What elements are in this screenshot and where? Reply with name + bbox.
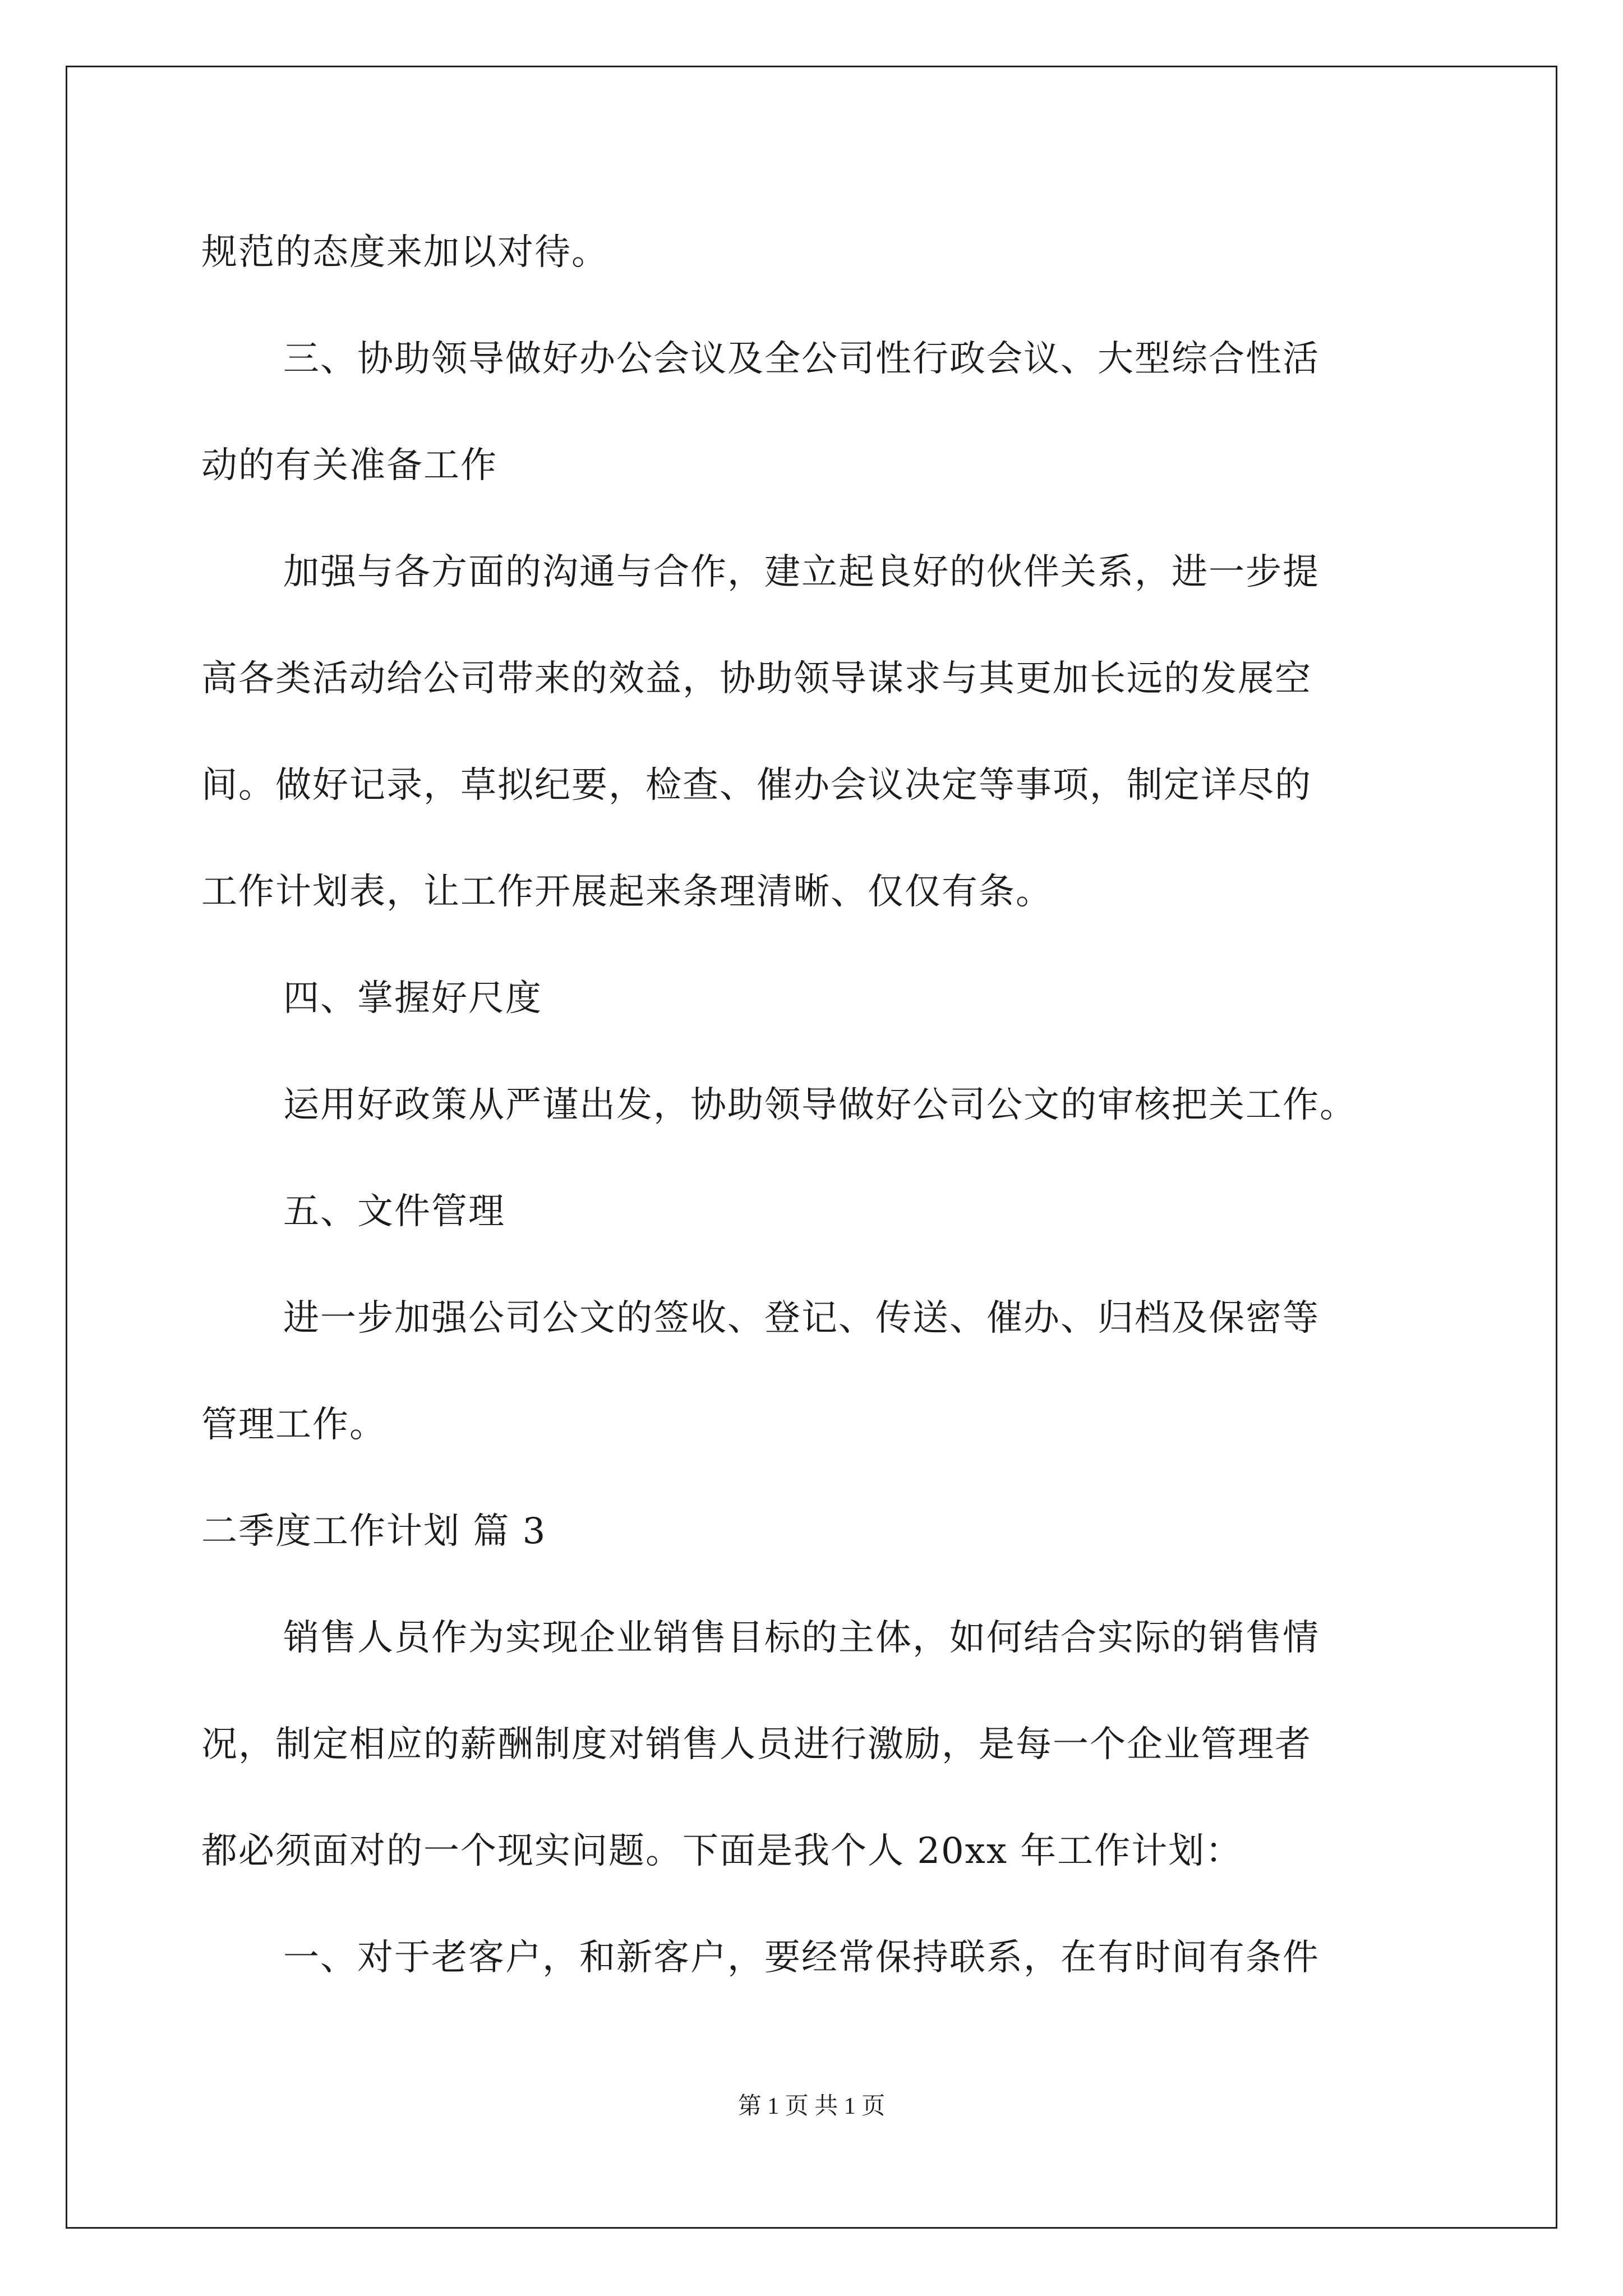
paragraph-line: 间。做好记录，草拟纪要，检查、催办会议决定等事项，制定详尽的 xyxy=(201,765,1312,806)
paragraph-line: 销售人员作为实现企业销售目标的主体，如何结合实际的销售情 xyxy=(283,1617,1320,1659)
paragraph-line: 规范的态度来加以对待。 xyxy=(201,232,608,273)
paragraph-line: 运用好政策从严谨出发，协助领导做好公司公文的审核把关工作。 xyxy=(283,1084,1357,1126)
section-heading-4: 四、掌握好尺度 xyxy=(283,978,542,1019)
section-heading-3: 三、协助领导做好办公会议及全公司性行政会议、大型综合性活 xyxy=(283,338,1320,380)
article-title: 二季度工作计划 篇 3 xyxy=(201,1511,547,1552)
paragraph-line: 都必须面对的一个现实问题。下面是我个人 20xx 年工作计划： xyxy=(201,1830,1243,1872)
paragraph-line: 加强与各方面的沟通与合作，建立起良好的伙伴关系，进一步提 xyxy=(283,551,1320,593)
paragraph-line: 工作计划表，让工作开展起来条理清晰、仅仅有条。 xyxy=(201,871,1053,913)
paragraph-line: 进一步加强公司公文的签收、登记、传送、催办、归档及保密等 xyxy=(283,1297,1320,1339)
paragraph-line: 一、对于老客户，和新客户，要经常保持联系，在有时间有条件 xyxy=(283,1937,1320,1978)
page-footer: 第 1 页 共 1 页 xyxy=(737,2093,886,2119)
paragraph-line: 高各类活动给公司带来的效益，协助领导谋求与其更加长远的发展空 xyxy=(201,658,1312,700)
section-heading-3-cont: 动的有关准备工作 xyxy=(201,445,497,486)
page-border xyxy=(66,66,1557,2229)
paragraph-line: 况，制定相应的薪酬制度对销售人员进行激励，是每一个企业管理者 xyxy=(201,1724,1312,1765)
paragraph-line: 管理工作。 xyxy=(201,1404,386,1446)
section-heading-5: 五、文件管理 xyxy=(283,1191,505,1232)
